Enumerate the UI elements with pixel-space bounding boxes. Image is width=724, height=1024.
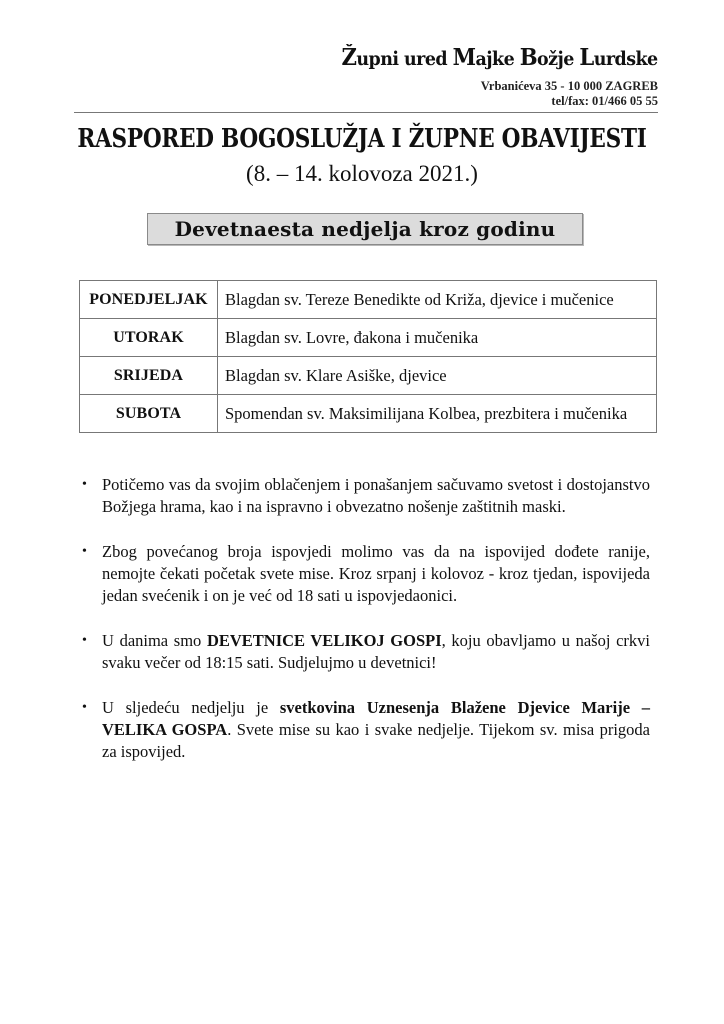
feast-cell: Spomendan sv. Maksimilijana Kolbea, prezbitera i mučenika — [218, 395, 657, 433]
notice-item — [82, 697, 650, 763]
parish-name-part: upni ured — [356, 48, 453, 70]
parish-name — [342, 44, 658, 71]
feast-cell: Blagdan sv. Klare Asiške, djevice — [218, 357, 657, 395]
bullet-icon: • — [82, 544, 87, 559]
parish-contact: tel/fax: 01/466 05 55 — [551, 94, 658, 108]
notice-text: Zbog povećanog broja ispovjedi molimo vas da na ispovijed dođete ranije, nemojte čekati početak svete mise. Kroz srpanj i kolovoz - kroz tjedan, ispovijeda jedan svećenik i on je već od 18 sati u ispovjedaonici. — [102, 542, 650, 605]
day-cell: SRIJEDA — [80, 357, 218, 395]
sunday-label-box — [147, 213, 583, 245]
notice-text: U danima smo — [102, 631, 207, 650]
parish-name-cap: M — [452, 44, 476, 71]
parish-name-part: ožje — [537, 48, 580, 70]
bullet-icon: • — [82, 633, 87, 648]
header-divider — [74, 112, 658, 113]
notice-text: , koju obavljamo u našoj crkvi svaku večer od 18:15 sati. Sudjelujmo u devetnici! — [102, 631, 650, 672]
notice-emphasis: svetkovina Uznesenja Blažene Djevice Marije – VELIKA GOSPA — [102, 698, 650, 739]
document-date-range: (8. – 14. kolovoza 2021.) — [246, 161, 478, 186]
table-row — [80, 395, 657, 433]
notice-item — [82, 630, 650, 674]
day-cell: SUBOTA — [80, 395, 218, 433]
parish-name-part: urdske — [594, 48, 658, 70]
notice-item — [82, 541, 650, 607]
table-row — [80, 319, 657, 357]
day-cell: PONEDJELJAK — [80, 281, 218, 319]
feast-cell: Blagdan sv. Lovre, đakona i mučenika — [218, 319, 657, 357]
feast-cell: Blagdan sv. Tereze Benedikte od Križa, djevice i mučenice — [218, 281, 657, 319]
parish-name-cap: L — [579, 44, 595, 71]
bullet-icon: • — [82, 477, 87, 492]
parish-name-cap: Ž — [341, 44, 357, 71]
sunday-label: Devetnaesta nedjelja kroz godinu — [174, 217, 556, 241]
day-cell: UTORAK — [80, 319, 218, 357]
notice-item — [82, 474, 650, 518]
notices-list — [82, 474, 650, 763]
notice-text: Potičemo vas da svojim oblačenjem i ponašanjem sačuvamo svetost i dostojanstvo Božjega hrama, kao i na ispravno i obvezatno nošenje zaštitnih maski. — [102, 475, 650, 516]
notice-text: . Svete mise su kao i svake nedjelje. Tijekom sv. misa prigoda za ispovijed. — [102, 720, 650, 761]
parish-address: Vrbanićeva 35 - 10 000 ZAGREB — [480, 79, 658, 93]
document-title: RASPORED BOGOSLUŽJA I ŽUPNE OBAVIJESTI — [77, 124, 647, 154]
table-row — [80, 357, 657, 395]
notice-emphasis: DEVETNICE VELIKOJ GOSPI — [206, 631, 442, 650]
parish-name-part: ajke — [475, 48, 521, 70]
bullet-icon: • — [82, 700, 87, 715]
parish-name-cap: B — [520, 44, 538, 71]
notice-text: U sljedeću nedjelju je — [102, 698, 280, 717]
schedule-table — [79, 280, 657, 433]
table-row — [80, 281, 657, 319]
